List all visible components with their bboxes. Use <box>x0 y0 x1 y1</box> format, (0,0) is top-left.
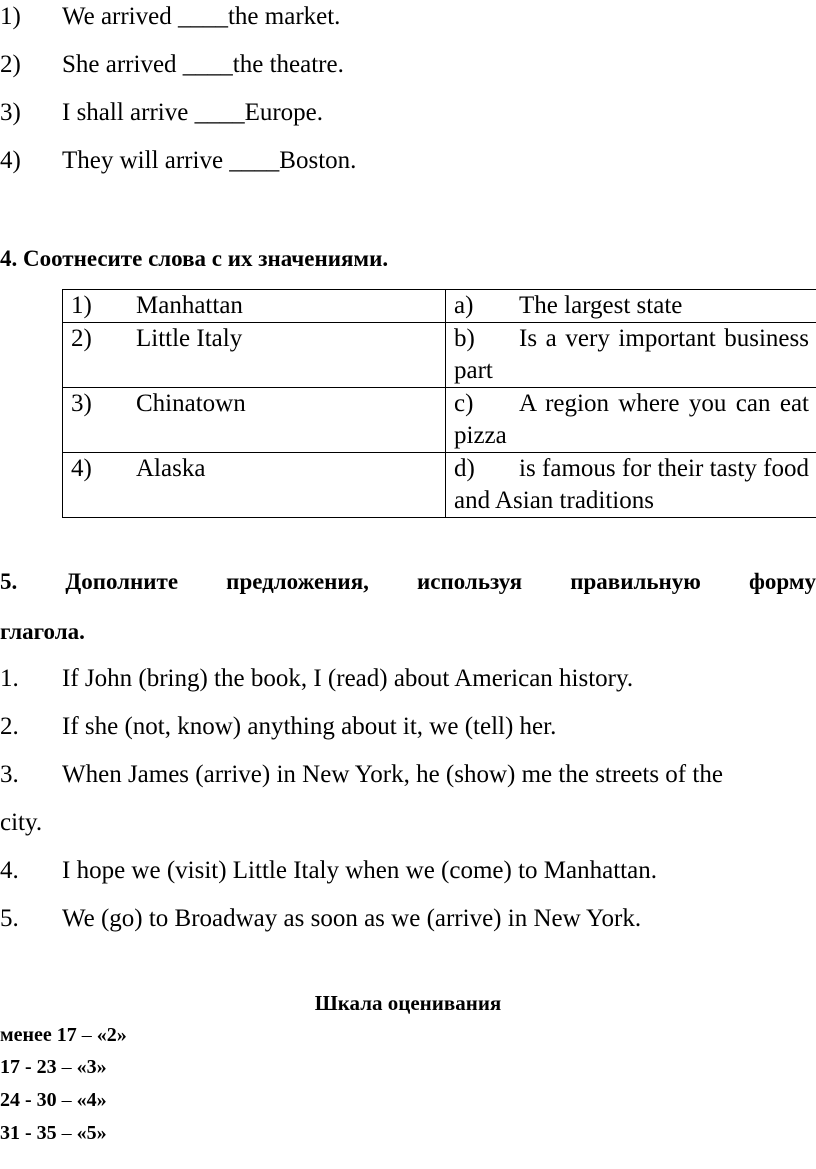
item-text: We (go) to Broadway as soon as we (arrive) in New York. <box>62 905 642 932</box>
scale-range: 31 - 35 <box>0 1122 57 1144</box>
task4-heading: 4. Соотнесите слова с их значениями. <box>0 246 389 271</box>
term-number: 4) <box>71 455 92 482</box>
scale-grade: «4» <box>76 1089 107 1111</box>
meaning-letter: a) <box>454 292 474 319</box>
meaning-letter: d) <box>454 455 475 482</box>
task5-heading: 5. Дополните предложения, используя правильную форму <box>0 569 816 594</box>
item-number: 3. <box>0 761 19 788</box>
meaning-cell <box>446 323 816 388</box>
scale-grade: «2» <box>96 1024 127 1046</box>
scale-entry <box>0 1119 107 1147</box>
meaning-text: A region where you can eat pizza <box>454 390 809 449</box>
item-text: When James (arrive) in New York, he (show) me the streets of the <box>62 761 723 788</box>
scale-dash: – <box>56 1122 77 1144</box>
scale-title: Шкала оценивания <box>314 991 502 1015</box>
scale-entry <box>0 1021 127 1049</box>
item-number: 2. <box>0 713 19 740</box>
scale-grade: «5» <box>76 1122 107 1144</box>
scale-range: 24 - 30 <box>0 1089 57 1111</box>
task5-heading-cont: глагола. <box>0 619 85 644</box>
meaning-cell <box>446 388 816 453</box>
term-text: Chinatown <box>136 390 246 417</box>
meaning-letter: b) <box>454 325 475 352</box>
item-text: I shall arrive ____Europe. <box>62 99 324 126</box>
scale-dash: – <box>56 1089 77 1111</box>
term-number: 1) <box>71 292 92 319</box>
scale-dash: – <box>56 1056 77 1078</box>
scale-entry <box>0 1086 107 1114</box>
item-text: We arrived ____the market. <box>62 3 341 30</box>
matching-table <box>62 289 816 518</box>
item-number: 5. <box>0 905 19 932</box>
meaning-text: Is a very important business part <box>454 325 809 384</box>
item-text: If John (bring) the book, I (read) about American history. <box>62 665 634 692</box>
table-row <box>63 453 816 518</box>
term-cell <box>63 290 446 323</box>
scale-entry <box>0 1053 107 1081</box>
meaning-cell <box>446 453 816 518</box>
item-number: 4. <box>0 857 19 884</box>
meaning-cell <box>446 290 816 323</box>
item-text: She arrived ____the theatre. <box>62 51 344 78</box>
item-text: They will arrive ____Boston. <box>62 147 357 174</box>
item-text: If she (not, know) anything about it, we (tell) her. <box>62 713 557 740</box>
item-number: 2) <box>0 51 21 78</box>
scale-range: менее 17 <box>0 1024 77 1046</box>
term-cell <box>63 453 446 518</box>
meaning-letter: c) <box>454 390 474 417</box>
meaning-text: The largest state <box>519 292 683 319</box>
term-number: 2) <box>71 325 92 352</box>
scale-range: 17 - 23 <box>0 1056 57 1078</box>
term-cell <box>63 388 446 453</box>
scale-dash: – <box>76 1024 97 1046</box>
table-row <box>63 323 816 388</box>
term-text: Little Italy <box>136 325 243 352</box>
item-number: 1) <box>0 3 21 30</box>
meaning-text: is famous for their tasty food and Asian traditions <box>454 455 809 514</box>
item-number: 1. <box>0 665 19 692</box>
item-text: I hope we (visit) Little Italy when we (come) to Manhattan. <box>62 857 657 884</box>
table-row <box>63 388 816 453</box>
scale-grade: «3» <box>76 1056 107 1078</box>
item-text-cont: city. <box>0 809 43 836</box>
term-text: Manhattan <box>136 292 243 319</box>
term-text: Alaska <box>136 455 206 482</box>
term-cell <box>63 323 446 388</box>
item-number: 4) <box>0 147 21 174</box>
table-row <box>63 290 816 323</box>
item-number: 3) <box>0 99 21 126</box>
term-number: 3) <box>71 390 92 417</box>
